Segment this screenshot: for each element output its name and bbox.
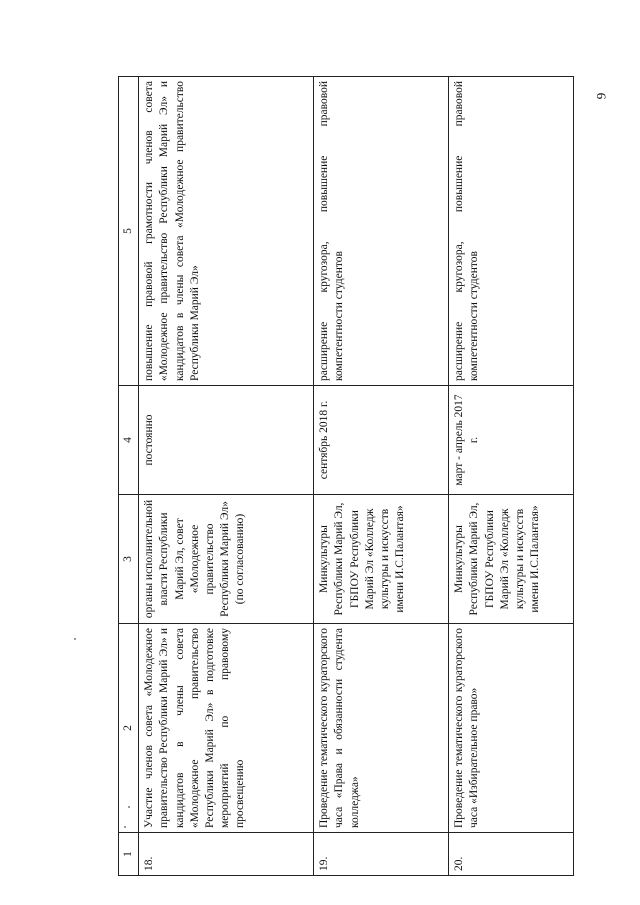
responsible-cell: Минкультуры Республики Марий Эл, ГБПОУ Республики Марий Эл «Колледж культуры и искусств имени И.С.Палантая» [314,495,449,624]
table-row [314,77,449,876]
page-number: 9 [593,92,609,100]
header-col-2: 2 [119,624,139,833]
scan-speck [74,638,76,640]
header-row [119,77,139,876]
header-col-4: 4 [119,386,139,495]
responsible-cell: Минкультуры Республики Марий Эл, ГБПОУ Республики Марий Эл «Колледж культуры и искусств имени И.С.Палантая» [449,495,574,624]
table-rotator [118,76,638,876]
table-row [449,77,574,876]
header-col-5: 5 [119,77,139,386]
result-cell: повышение правовой грамотности членов совета «Молодежное правительство Республики Марий Эл» и кандидатов в члены совета «Молодежное правительство Республики Марий Эл» [139,77,314,386]
event-cell: Проведение тематического кураторского часа «Избирательное право» [449,624,574,833]
term-cell: март - апрель 2017 г. [449,386,574,495]
scan-speck [128,806,130,808]
header-col-1: 1 [119,833,139,876]
scan-speck [124,826,126,828]
term-cell: сентябрь 2018 г. [314,386,449,495]
table-row [139,77,314,876]
row-number: 18. [139,833,314,876]
event-cell: Участие членов совета «Молодежное правительство Республики Марий Эл» и кандидатов в члены совета «Молодежное правительство Республики Марий Эл» в подготовке мероприятий по правовому просвещению [139,624,314,833]
rotated-table-container [118,76,638,876]
event-cell: Проведение тематического кураторского часа «Права и обязанности студента колледжа» [314,624,449,833]
responsible-cell: органы исполнительной власти Республики Марий Эл, совет «Молодежное правительство Республики Марий Эл» (по согласованию) [139,495,314,624]
row-number: 19. [314,833,449,876]
row-number: 20. [449,833,574,876]
term-cell: постоянно [139,386,314,495]
result-cell: расширение кругозора, повышение правовой компетентности студентов [314,77,449,386]
result-cell: расширение кругозора, повышение правовой компетентности студентов [449,77,574,386]
action-plan-table [118,76,574,876]
header-col-3: 3 [119,495,139,624]
